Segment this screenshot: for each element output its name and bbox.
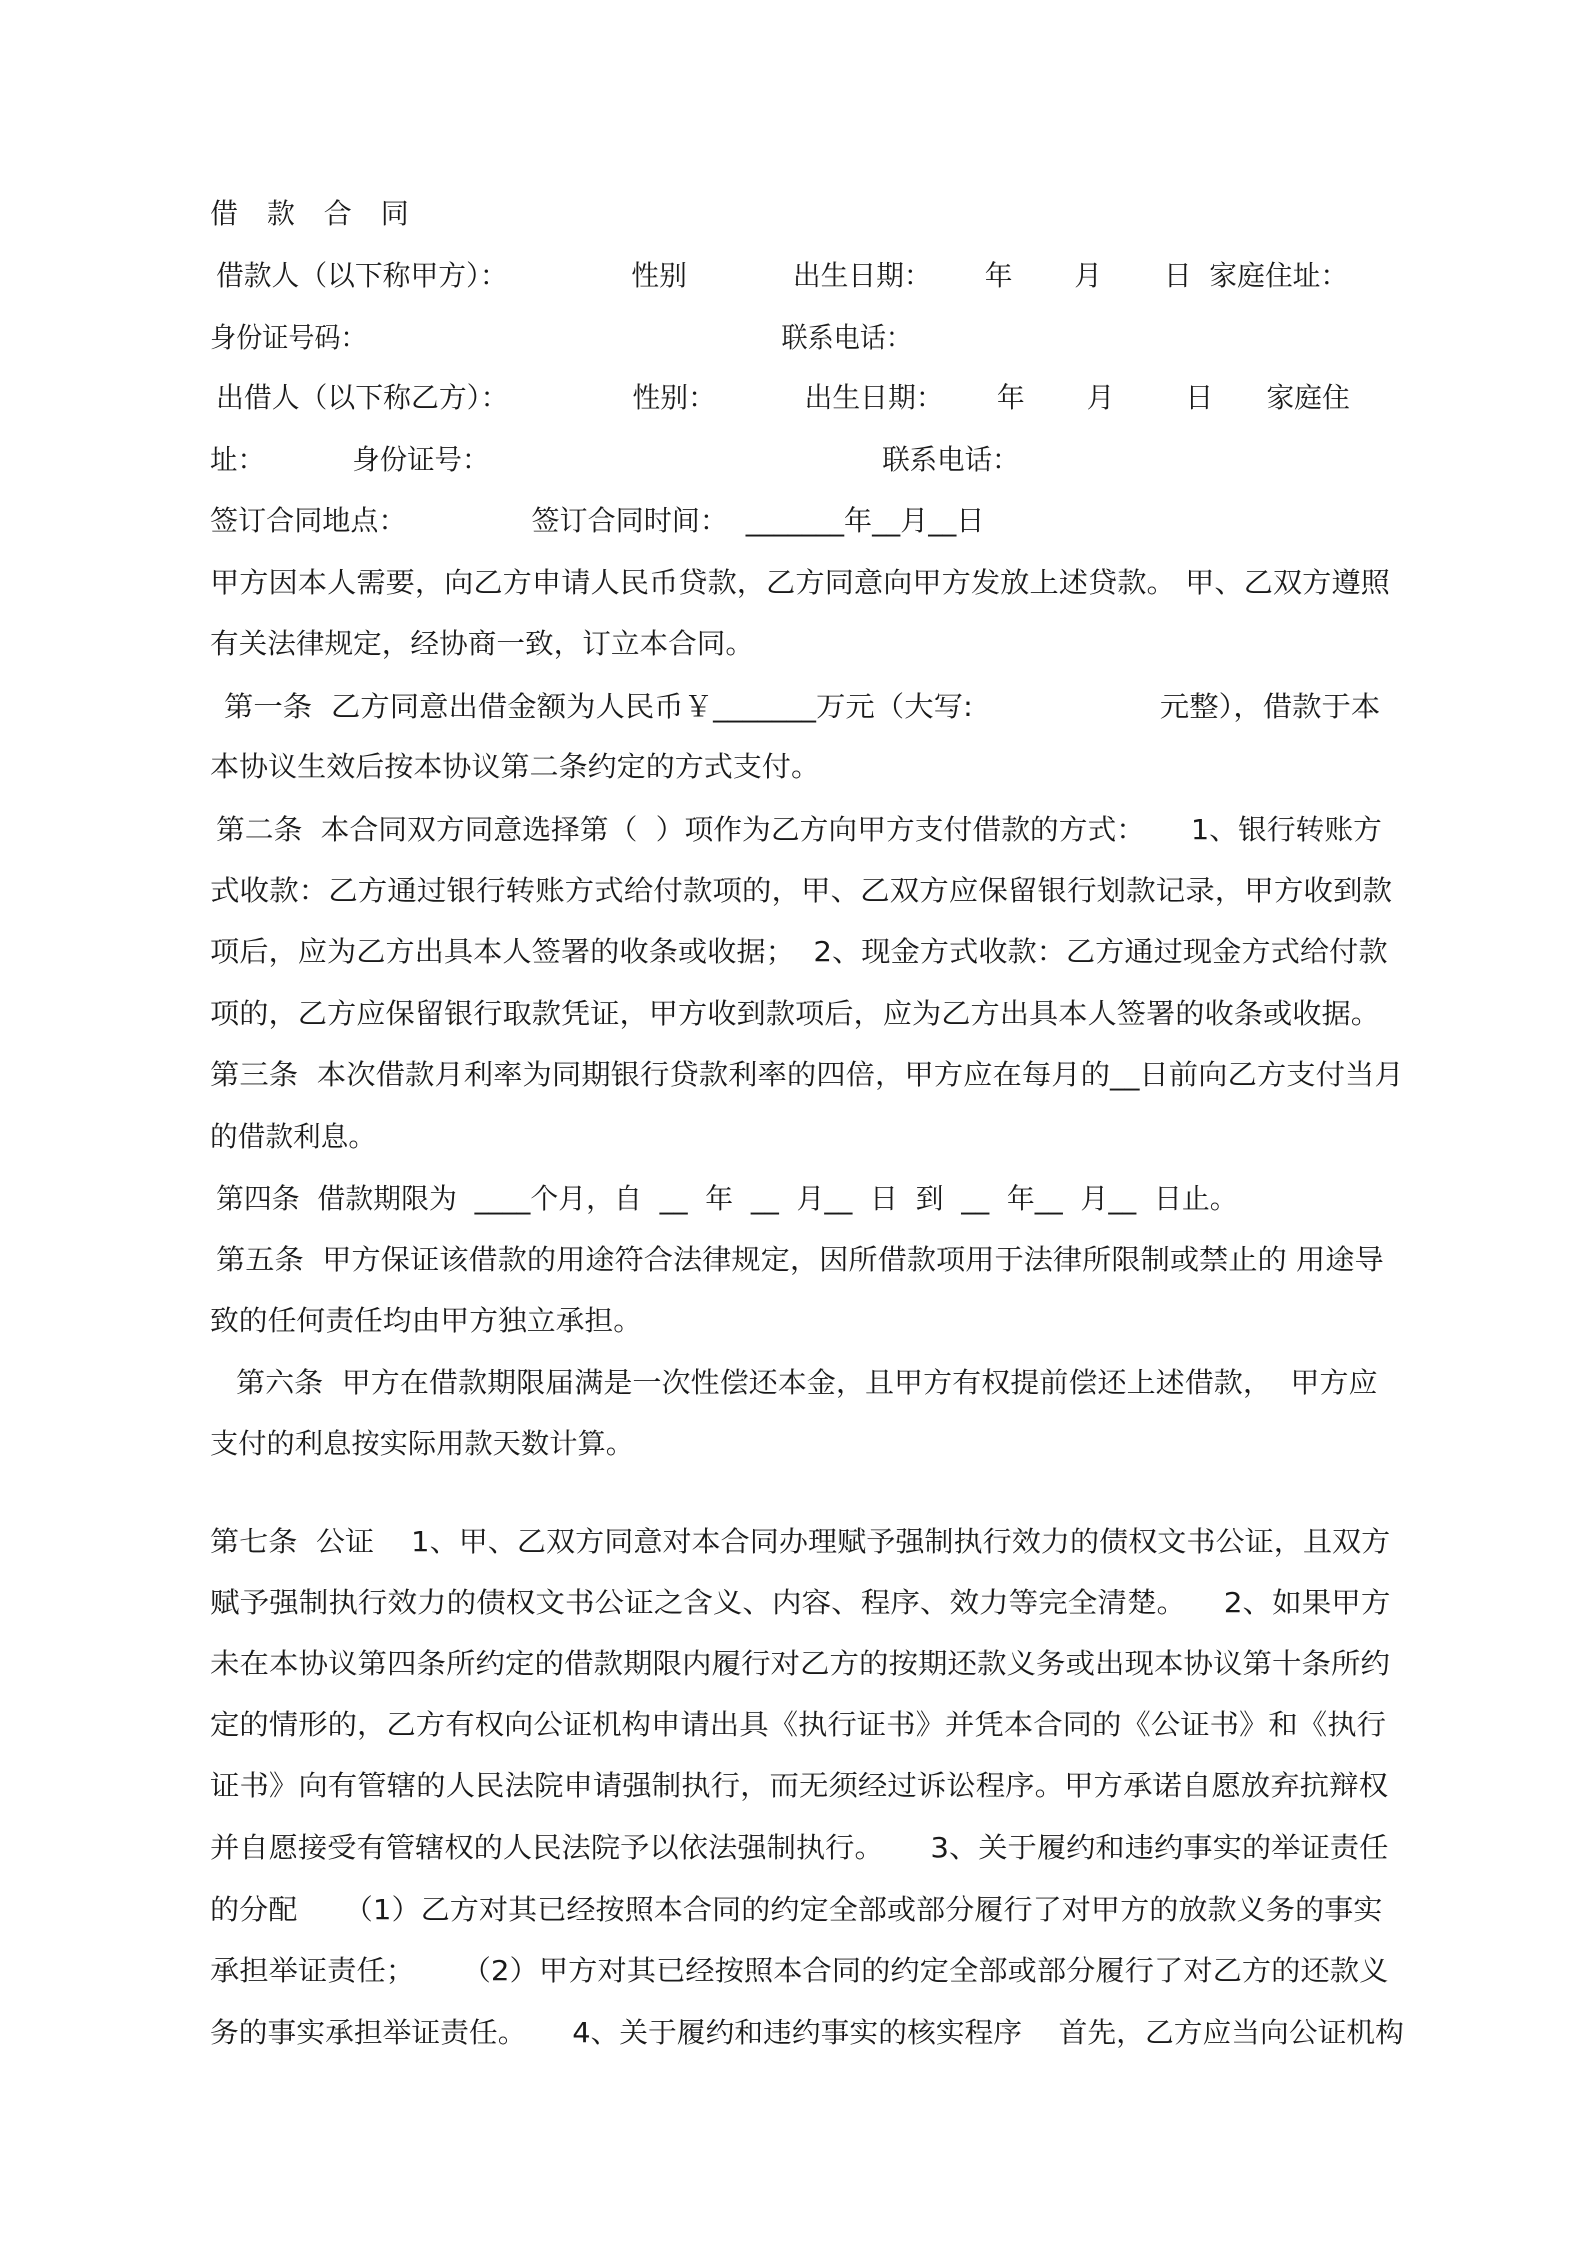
- article-7-line: 务的事实承担举证责任。 4、关于履约和违约事实的核实程序 首先，乙方应当向公证机构: [210, 2016, 1404, 2049]
- article-7-line: 证书》向有管辖的人民法院申请强制执行，而无须经过诉讼程序。甲方承诺自愿放弃抗辩权: [210, 1769, 1389, 1802]
- lender-id-line: 址： 身份证号： 联系电话：: [210, 443, 1020, 476]
- preamble-line: 有关法律规定，经协商一致，订立本合同。: [210, 627, 755, 660]
- document-title: 借 款 合 同: [210, 197, 419, 230]
- article-7-line: 承担举证责任； （2）甲方对其已经按照本合同的约定全部或部分履行了对乙方的还款义: [210, 1954, 1389, 1987]
- article-2-line: 项后，应为乙方出具本人签署的收条或收据； 2、现金方式收款：乙方通过现金方式给付款: [210, 935, 1388, 968]
- preamble-line: 甲方因本人需要，向乙方申请人民币贷款，乙方同意向甲方发放上述贷款。 甲、乙双方遵照: [210, 566, 1390, 599]
- lender-info-line: 出借人（以下称乙方）： 性别： 出生日期： 年 月 日 家庭住: [216, 381, 1350, 414]
- borrower-id-line: 身份证号码： 联系电话：: [210, 321, 913, 354]
- article-1-line: 第一条 乙方同意出借金额为人民币￥_______万元（大写: 元整），借款于本: [224, 690, 1381, 723]
- article-4-line: 第四条 借款期限为 ____个月，自 __ 年 __ 月__ 日 到 __ 年__ 月__ 日止。: [216, 1182, 1238, 1215]
- article-2-line: 项的，乙方应保留银行取款凭证，甲方收到款项后，应为乙方出具本人签署的收条或收据。: [210, 997, 1380, 1030]
- article-2-line: 式收款：乙方通过银行转账方式给付款项的，甲、乙双方应保留银行划款记录，甲方收到款: [210, 874, 1393, 907]
- article-5-line: 第五条 甲方保证该借款的用途符合法律规定，因所借款项用于法律所限制或禁止的 用途导: [216, 1243, 1384, 1276]
- article-7-line: 定的情形的，乙方有权向公证机构申请出具《执行证书》并凭本合同的《公证书》和《执行: [210, 1708, 1387, 1741]
- article-1-line: 本协议生效后按本协议第二条约定的方式支付。: [210, 750, 821, 783]
- borrower-info-line: 借款人（以下称甲方）： 性别 出生日期： 年 月 日 家庭住址：: [216, 259, 1349, 292]
- article-3-line: 的借款利息。: [210, 1120, 377, 1153]
- article-2-line: 第二条 本合同双方同意选择第（ ）项作为乙方向甲方支付借款的方式： 1、银行转账方: [216, 813, 1382, 846]
- article-7-line: 未在本协议第四条所约定的借款期限内履行对乙方的按期还款义务或出现本协议第十条所约: [210, 1647, 1391, 1680]
- article-7-line: 第七条 公证 1、甲、乙双方同意对本合同办理赋予强制执行效力的债权文书公证，且双方: [210, 1525, 1391, 1558]
- article-7-line: 并自愿接受有管辖权的人民法院予以依法强制执行。 3、关于履约和违约事实的举证责任: [210, 1831, 1389, 1864]
- article-6-line: 第六条 甲方在借款期限届满是一次性偿还本金，且甲方有权提前偿还上述借款， 甲方应: [236, 1366, 1378, 1399]
- signing-place-line: 签订合同地点： 签订合同时间： _______年__月__日: [210, 504, 985, 537]
- article-7-line: 的分配 （1）乙方对其已经按照本合同的约定全部或部分履行了对甲方的放款义务的事实: [210, 1893, 1383, 1926]
- article-6-line: 支付的利息按实际用款天数计算。: [210, 1427, 635, 1460]
- article-7-line: 赋予强制执行效力的债权文书公证之含义、内容、程序、效力等完全清楚。 2、如果甲方: [210, 1586, 1391, 1619]
- article-5-line: 致的任何责任均由甲方独立承担。: [210, 1304, 643, 1337]
- article-3-line: 第三条 本次借款月利率为同期银行贷款利率的四倍，甲方应在每月的__日前向乙方支付当月: [210, 1058, 1404, 1091]
